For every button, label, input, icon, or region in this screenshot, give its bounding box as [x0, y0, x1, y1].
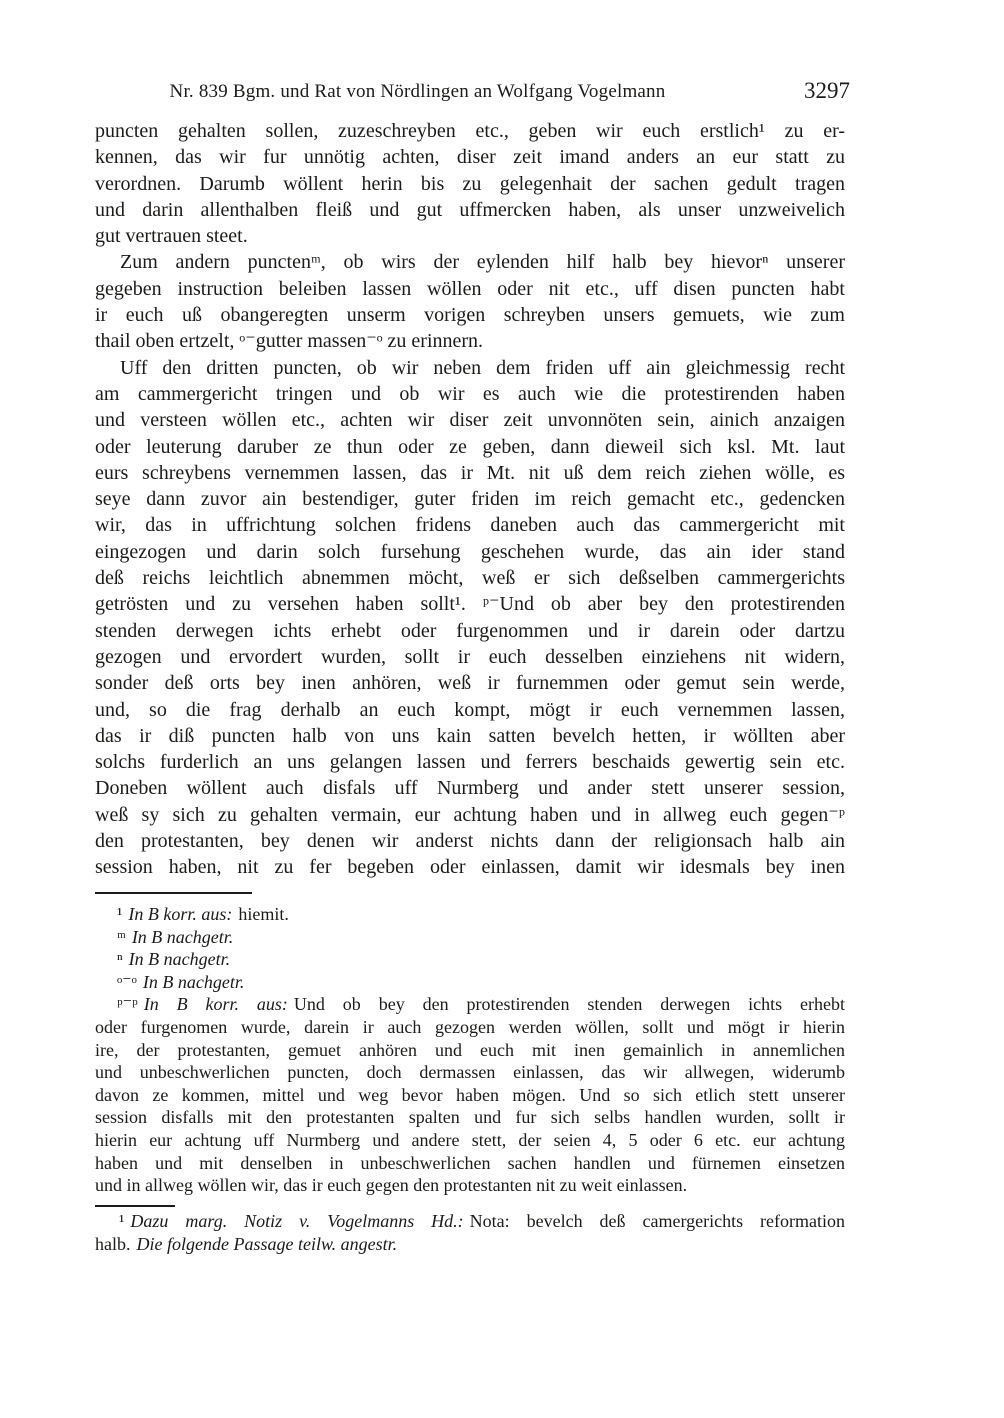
body-line: wir, das in uffrichtung solchen fridens daneben auch das cammergericht mit: [95, 514, 845, 537]
note-marker: ᵐ: [117, 926, 126, 947]
footnote-italic-text: Die folgende Passage teilw. angestr.: [136, 1233, 398, 1254]
footnote-line: [95, 1233, 845, 1256]
apparatus-line: hierin eur achtung uff Nurmberg und andere stett, der seien 4, 5 oder 6 etc. eur achtung: [95, 1129, 845, 1150]
note-text: Und ob bey den protestirenden stenden derwegen ichts erhebt: [293, 994, 845, 1015]
apparatus-note: [95, 926, 845, 949]
footnote-roman-text: halb.: [95, 1233, 131, 1254]
body-line: Doneben wöllent auch disfals uff Nurmberg und ander stett unserer session,: [95, 777, 845, 800]
apparatus-note: [95, 948, 845, 971]
note-label: In B nachgetr.: [128, 949, 231, 970]
body-line: weß sy sich zu gehalten vermain, eur achtung haben und in allweg euch gegen⁻ᵖ: [95, 803, 845, 826]
body-paragraph: [95, 118, 845, 249]
apparatus-line: davon ze kommen, mittel und weg bevor haben mögen. Und so sich etlich stett unserer: [95, 1084, 845, 1105]
apparatus-note: [95, 971, 845, 994]
body-line: seye dann zuvor ain bestendiger, guter friden im reich gemacht etc., gedencken: [95, 488, 845, 511]
body-line: und, so die frag derhalb an euch kompt, mögt ir euch vernemmen lassen,: [95, 698, 845, 721]
apparatus-line: [95, 993, 845, 1016]
note-marker: ⁿ: [117, 949, 123, 970]
footnote-italic-text: Dazu marg. Notiz v. Vogelmanns Hd.:: [130, 1211, 464, 1231]
body-line: oder leuterung daruber ze thun oder ze geben, dann dieweil sich ksl. Mt. laut: [95, 435, 845, 458]
note-text: hiemit.: [238, 904, 289, 924]
running-title: Nr. 839 Bgm. und Rat von Nördlingen an Wolfgang Vogelmann: [169, 81, 666, 102]
note-marker: ᵒ⁻ᵒ: [117, 971, 137, 992]
body-line: sonder deß orts bey inen anhören, weß ir furnemmen oder gemut sein werde,: [95, 672, 845, 695]
note-marker: ¹: [117, 904, 123, 924]
body-line: eurs schreybens vernemmen lassen, das ir Mt. nit uß dem reich ziehen wölle, es: [95, 461, 845, 484]
footnote-line: [95, 1210, 845, 1233]
body-line: den protestanten, bey denen wir anderst nichts dann der religionsach halb ain: [95, 830, 845, 853]
body-line: Uff den dritten puncten, ob wir neben dem friden uff ain gleichmessig recht: [120, 356, 845, 379]
body-line: gezogen und ervordert wurden, sollt ir euch desselben einziehens nit widern,: [95, 645, 845, 668]
body-line: deß reichs leichtlich abnemmen möcht, weß er sich deßselben cammergerichts: [95, 567, 845, 590]
body-line: am cammergericht tringen und ob wir es auch wie die protestirenden haben: [95, 382, 845, 405]
body-line: eingezogen und darin solch fursehung geschehen wurde, das ain ider stand: [95, 540, 845, 563]
note-label: In B nachgetr.: [131, 926, 234, 947]
body-line: solchs furderlich an uns gelangen lassen und ferrers beschaids gewertig sein etc.: [95, 751, 845, 774]
body-line: gegeben instruction beleiben lassen wöllen oder nit etc., uff disen puncten habt: [95, 277, 845, 300]
apparatus-note: [95, 903, 845, 926]
apparatus-line: haben und mit denselben in unbeschwerlichen sachen handlen und fürnemen einsetzen: [95, 1152, 845, 1173]
body-line: stenden derwegen ichts erhebt oder furgenommen und ir darein oder dartzu: [95, 619, 845, 642]
body-line: gut vertrauen steet.: [95, 225, 248, 248]
page-header: [95, 78, 850, 108]
body-line: und darin allenthalben fleiß und gut uffmercken haben, als unser unzweivelich: [95, 198, 845, 221]
note-label: In B korr. aus:: [143, 994, 288, 1015]
body-line: thail oben ertzelt, ᵒ⁻gutter massen⁻ᵒ zu erinnern.: [95, 330, 484, 353]
apparatus-line: session disfalls mit den protestanten spalten und fur sich selbs handlen wurden, sollt ir: [95, 1107, 845, 1128]
body-line: kennen, das wir fur unnötig achten, diser zeit imand anders an eur statt zu: [95, 146, 845, 169]
apparatus-line: und unbeschwerlichen puncten, doch dermassen einlassen, das wir allwegen, widerumb: [95, 1062, 845, 1083]
body-line: Zum andern punctenᵐ, ob wirs der eylenden hilf halb bey hievorⁿ unserer: [120, 251, 845, 274]
body-paragraph: [95, 355, 845, 881]
body-line: ir euch uß obangeregten unserm vorigen schreyben unsers gemuets, wie zum: [95, 304, 845, 327]
footnote-separator: [95, 1205, 175, 1207]
document-body: [95, 118, 845, 881]
footnote-roman-text: Nota: bevelch deß camergerichts reformation: [469, 1211, 846, 1231]
body-line: verordnen. Darumb wöllent herin bis zu gelegenhait der sachen gedult tragen: [95, 172, 845, 195]
apparatus-note: [95, 993, 845, 1196]
body-line: session haben, nit zu fer begeben oder einlassen, damit wir idesmals bey inen: [95, 856, 845, 879]
critical-apparatus: [95, 903, 845, 1197]
note-label: In B nachgetr.: [142, 971, 245, 992]
body-paragraph: [95, 249, 845, 354]
note-marker: ᵖ⁻ᵖ: [117, 994, 138, 1015]
body-line: getrösten und zu versehen haben sollt¹. ᵖ⁻Und ob aber bey den protestirenden: [95, 593, 845, 616]
apparatus-line: oder furgenomen wurde, darein ir auch gezogen werden wöllen, sollt und mögt ir hierin: [95, 1016, 845, 1037]
body-line: puncten gehalten sollen, zuzeschreyben etc., geben wir euch erstlich¹ zu er-: [95, 120, 845, 142]
note-label: In B korr. aus:: [128, 904, 233, 924]
body-line: das ir diß puncten halb von uns kain satten bevelch hetten, ir wöllten aber: [95, 724, 845, 747]
body-line: und versteen wöllen etc., achten wir diser zeit unvonnöten sein, ainich anzaigen: [95, 409, 845, 432]
footnote-marker: ¹: [119, 1211, 125, 1231]
editorial-footnote: [95, 1210, 845, 1255]
apparatus-separator: [95, 892, 252, 894]
apparatus-line: und in allweg wöllen wir, das ir euch gegen den protestanten nit zu weit einlassen.: [95, 1175, 688, 1196]
apparatus-line: ire, der protestanten, gemuet anhören und euch mit inen gemainlich in annemlichen: [95, 1039, 845, 1060]
page-number: 3297: [804, 78, 850, 103]
